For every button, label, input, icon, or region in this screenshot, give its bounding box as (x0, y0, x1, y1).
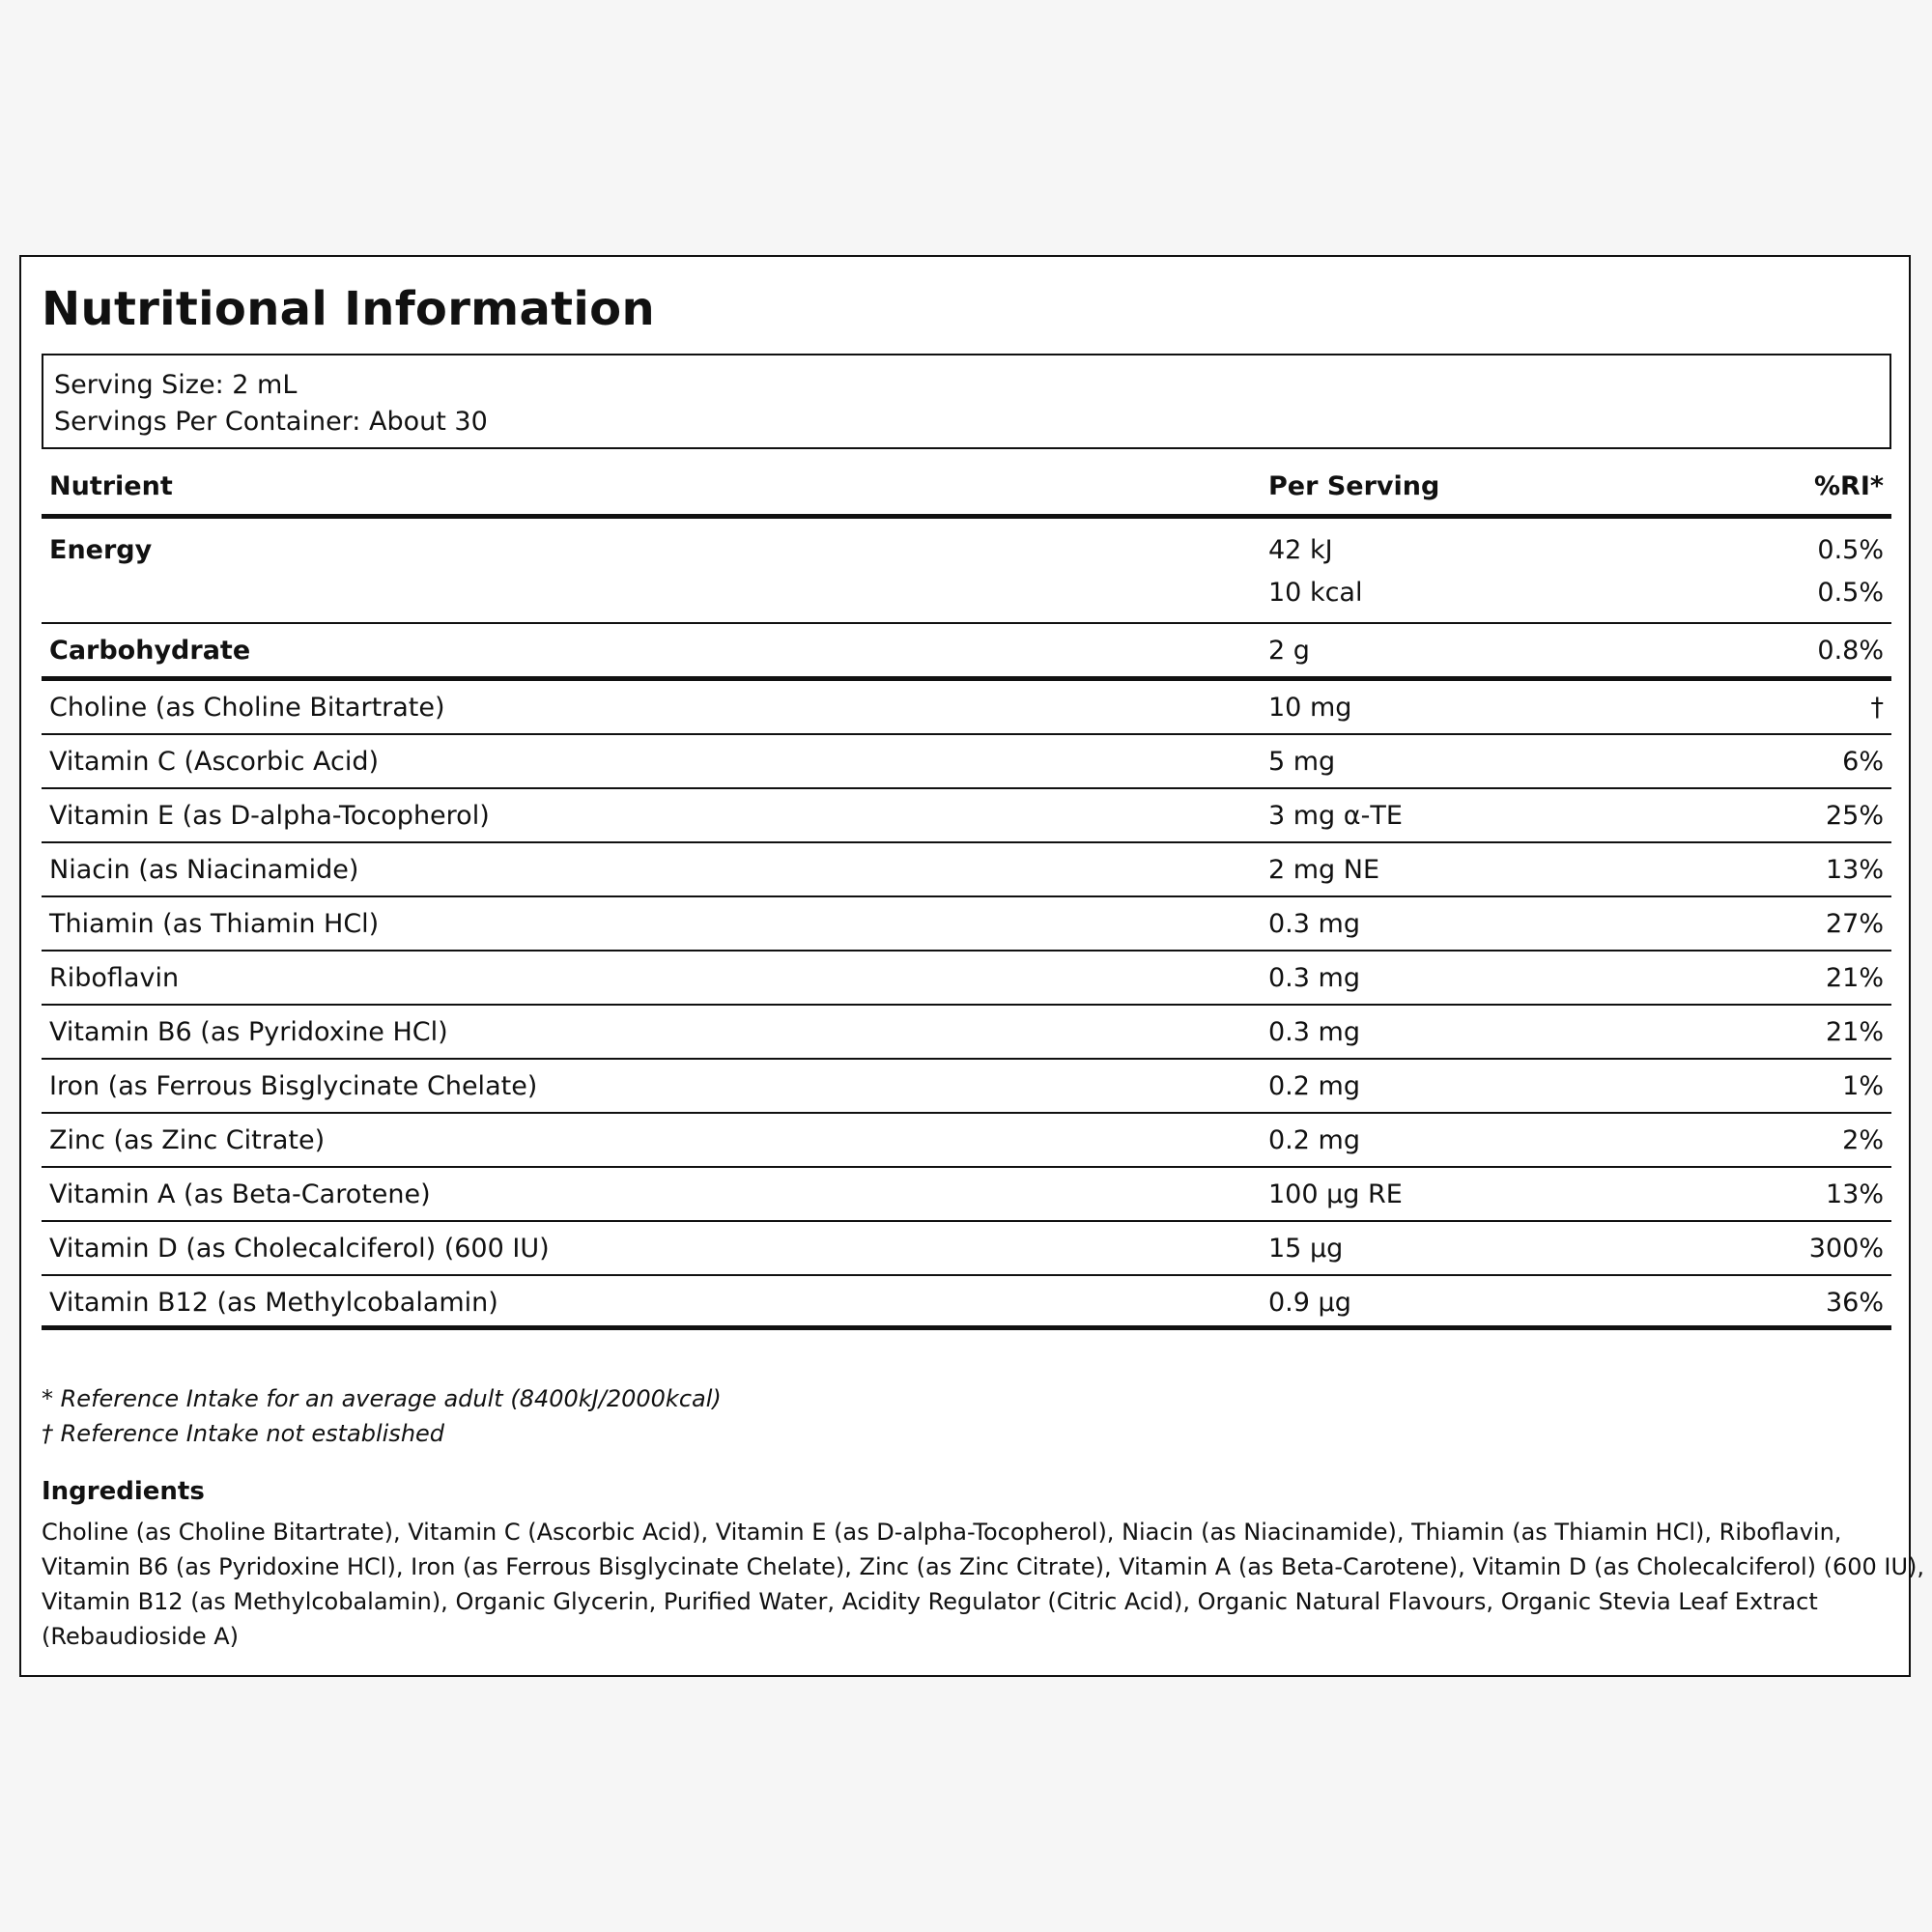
nutrient-name: Vitamin B12 (as Methylcobalamin) (49, 1288, 498, 1318)
nutrient-ri: 0.8% (1817, 636, 1884, 666)
nutrient-amount: 0.3 mg (1268, 1017, 1360, 1047)
nutrient-name: Vitamin D (as Cholecalciferol) (600 IU) (49, 1234, 550, 1264)
table-row (42, 1222, 1891, 1276)
nutrient-amount: 0.9 µg (1268, 1288, 1351, 1318)
table-row (42, 897, 1891, 952)
nutrient-amount: 2 g (1268, 636, 1310, 666)
nutrient-name: Iron (as Ferrous Bisglycinate Chelate) (49, 1071, 538, 1101)
ingredients-line: Choline (as Choline Bitartrate), Vitamin C (Ascorbic Acid), Vitamin E (as D-alpha-Tocopherol), Niacin (as Niacinamide), Thiamin (as Thiamin HCl), Riboflavin, (42, 1519, 1842, 1546)
nutrient-ri: 13% (1825, 855, 1884, 885)
nutrient-name: Choline (as Choline Bitartrate) (49, 693, 445, 723)
nutrient-amount: 42 kJ (1268, 535, 1333, 565)
table-header-row (42, 457, 1891, 519)
footnotes (42, 1381, 722, 1451)
footnote-not-established: † Reference Intake not established (42, 1420, 445, 1447)
nutrient-ri: 1% (1842, 1071, 1884, 1101)
nutrient-name: Vitamin C (Ascorbic Acid) (49, 747, 380, 777)
table-row (42, 681, 1891, 735)
column-header-nutrient: Nutrient (49, 471, 173, 501)
nutrient-amount: 10 kcal (1268, 578, 1363, 608)
table-row (42, 1060, 1891, 1114)
nutrient-amount: 10 mg (1268, 693, 1352, 723)
nutrient-amount: 0.3 mg (1268, 963, 1360, 993)
nutrient-amount: 2 mg NE (1268, 855, 1380, 885)
nutrient-amount: 3 mg α-TE (1268, 801, 1403, 831)
nutrient-name: Niacin (as Niacinamide) (49, 855, 359, 885)
column-header-per-serving: Per Serving (1268, 471, 1440, 501)
nutrient-ri: 0.5% (1817, 535, 1884, 565)
ingredients-line: Vitamin B6 (as Pyridoxine HCl), Iron (as Ferrous Bisglycinate Chelate), Zinc (as Zinc Citrate), Vitamin A (as Beta-Carotene), Vitamin D (as Cholecalciferol) (600 IU), (42, 1553, 1925, 1580)
table-row (42, 735, 1891, 789)
table-row (42, 1006, 1891, 1060)
nutrient-ri: 27% (1825, 909, 1884, 939)
table-row (42, 789, 1891, 843)
nutrition-label-panel (19, 255, 1925, 1677)
nutrient-ri: 300% (1808, 1234, 1884, 1264)
nutrient-ri: 2% (1842, 1125, 1884, 1155)
carbohydrate-row (42, 624, 1891, 681)
nutrient-name: Energy (49, 535, 153, 565)
nutrient-ri: 21% (1825, 1017, 1884, 1047)
nutrient-name: Zinc (as Zinc Citrate) (49, 1125, 326, 1155)
table-row (42, 1168, 1891, 1222)
nutrient-ri: 6% (1842, 747, 1884, 777)
nutrient-amount: 0.3 mg (1268, 909, 1360, 939)
nutrient-name: Carbohydrate (49, 636, 251, 666)
table-row (42, 1276, 1891, 1330)
nutrient-table (42, 457, 1891, 1330)
table-row (42, 843, 1891, 897)
energy-kcal-row (42, 568, 1891, 624)
label-title: Nutritional Information (42, 282, 655, 336)
nutrient-amount: 0.2 mg (1268, 1125, 1360, 1155)
ingredients-line: Vitamin B12 (as Methylcobalamin), Organic Glycerin, Purified Water, Acidity Regulator (Citric Acid), Organic Natural Flavours, Organic Stevia Leaf Extract (42, 1588, 1818, 1615)
nutrient-ri: 0.5% (1817, 578, 1884, 608)
nutrient-ri: 13% (1825, 1179, 1884, 1209)
nutrient-amount: 15 µg (1268, 1234, 1344, 1264)
ingredients-line: (Rebaudioside A) (42, 1623, 240, 1650)
table-row (42, 952, 1891, 1006)
column-header-ri: %RI* (1813, 471, 1884, 501)
nutrient-amount: 100 µg RE (1268, 1179, 1403, 1209)
energy-row (42, 519, 1891, 568)
nutrient-name: Vitamin A (as Beta-Carotene) (49, 1179, 431, 1209)
servings-per-container: Servings Per Container: About 30 (54, 407, 488, 437)
nutrient-ri: † (1870, 693, 1884, 723)
nutrient-ri: 21% (1825, 963, 1884, 993)
nutrient-name: Vitamin B6 (as Pyridoxine HCl) (49, 1017, 448, 1047)
footnote-reference-intake: * Reference Intake for an average adult (8400kJ/2000kcal) (42, 1385, 722, 1412)
table-row (42, 1114, 1891, 1168)
nutrient-ri: 36% (1825, 1288, 1884, 1318)
ingredients-heading: Ingredients (42, 1477, 205, 1506)
nutrient-name: Vitamin E (as D-alpha-Tocopherol) (49, 801, 490, 831)
serving-size: Serving Size: 2 mL (54, 370, 298, 400)
nutrient-amount: 0.2 mg (1268, 1071, 1360, 1101)
nutrient-ri: 25% (1825, 801, 1884, 831)
nutrient-amount: 5 mg (1268, 747, 1336, 777)
ingredients-list (42, 1515, 1925, 1654)
serving-info-box (42, 354, 1891, 449)
nutrient-name: Riboflavin (49, 963, 180, 993)
nutrient-name: Thiamin (as Thiamin HCl) (49, 909, 380, 939)
